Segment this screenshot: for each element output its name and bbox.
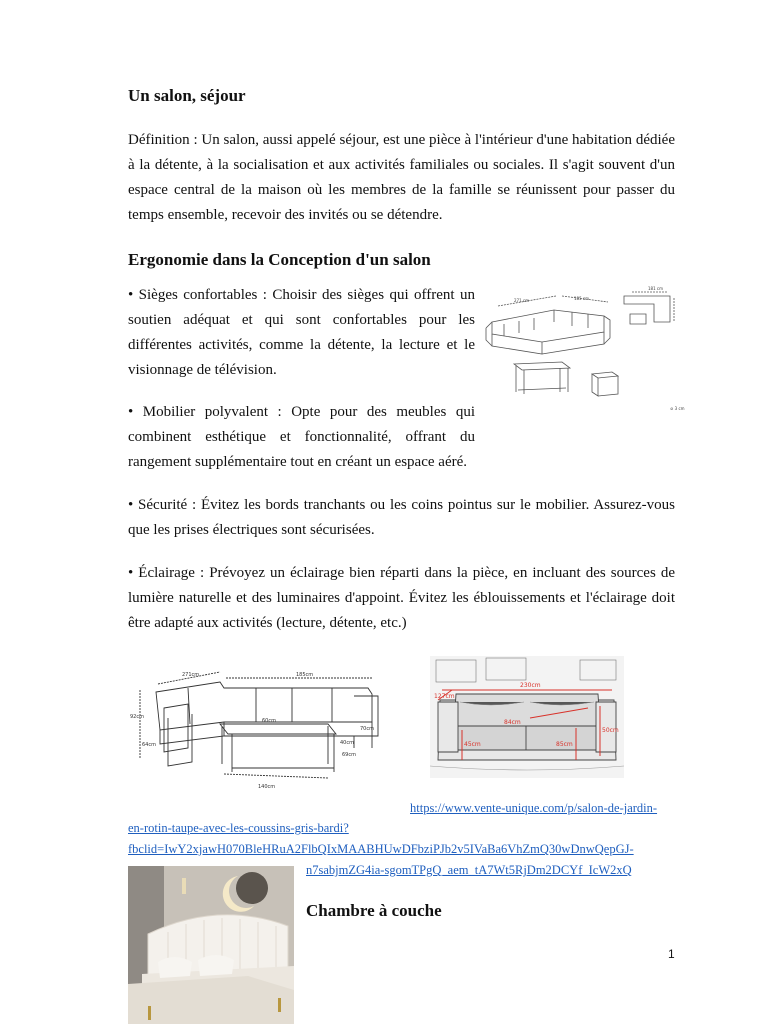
dim-label: 85cm: [556, 741, 573, 748]
sofa-dimension-photo: [430, 656, 624, 778]
dim-label: 70cm: [360, 726, 374, 732]
svg-text:185 cm: 185 cm: [574, 296, 590, 301]
dim-label: 40cm: [340, 740, 354, 746]
definition-paragraph: Définition : Un salon, aussi appelé séjour, est une pièce à l'intérieur d'une habitation dédiée à la détente, à la socialisation et aux activités familiales ou sociales. Il s'agit souvent d'un espace central de la maison où les membres de la famille se réunissent pour passer du temps ensemble, recevoir des invités ou se détendre.: [128, 132, 675, 223]
dim-label: 185cm: [296, 672, 314, 678]
dim-label: 92cm: [130, 714, 144, 720]
dim-label: 50cm: [602, 727, 619, 734]
svg-text:⊘ 3 cm: ⊘ 3 cm: [670, 406, 685, 411]
page-number: 1: [668, 947, 675, 961]
dim-label: 140cm: [258, 784, 276, 790]
source-link-line-1[interactable]: https://www.vente-unique.com/p/salon-de-jardin-: [410, 801, 658, 815]
dim-label: 45cm: [464, 741, 481, 748]
corner-sofa-dimension-drawing: [128, 648, 396, 800]
heading-ergonomie: Ergonomie dans la Conception d'un salon: [128, 250, 431, 269]
bullet-mobilier: • Mobilier polyvalent : Opte pour des meubles qui combinent esthétique et fonctionnalité, offrant du rangement supplémentaire tout en créant un espace aéré.: [128, 404, 475, 470]
dim-label: 64cm: [142, 742, 156, 748]
dim-label: 60cm: [262, 718, 276, 724]
source-link-line-2[interactable]: en-rotin-taupe-avec-les-coussins-gris-bardi?: [128, 821, 349, 835]
dim-label: 230cm: [520, 682, 541, 689]
bullet-sieges: • Sièges confortables : Choisir des sièges qui offrent un soutien adéquat et qui sont confortables pour les différentes activités, comme la détente, la lecture et le visionnage de télévision.: [128, 287, 475, 378]
source-link-line-3[interactable]: fbclid=IwY2xjawH070BleHRuA2FlbQIxMAABHUwDFbziPJb2v5IVaBa6VhZmQ30wDnwQepGJ-: [128, 842, 634, 856]
bedroom-photo: [128, 866, 294, 1024]
sofa-set-technical-drawing: [484, 282, 685, 430]
svg-text:181 cm: 181 cm: [648, 286, 664, 291]
heading-chambre: Chambre à couche: [306, 901, 442, 920]
dim-label: 84cm: [504, 719, 521, 726]
svg-text:271 cm: 271 cm: [514, 298, 530, 303]
dim-label: 127cm: [434, 693, 455, 700]
dim-label: 271cm: [182, 672, 200, 678]
dim-label: 69cm: [342, 752, 356, 758]
bullet-securite: • Sécurité : Évitez les bords tranchants ou les coins pointus sur le mobilier. Assurez-vous que les prises électriques sont sécurisées.: [128, 497, 675, 538]
heading-salon: Un salon, séjour: [128, 86, 246, 105]
source-link-line-4[interactable]: n7sabjmZG4ia-sgomTPgQ_aem_tA7Wt5RjDm2DCYf_IcW2xQ: [306, 863, 632, 877]
bullet-eclairage: • Éclairage : Prévoyez un éclairage bien réparti dans la pièce, en incluant des sources de lumière naturelle et des luminaires d'appoint. Évitez les éblouissements et l'éclairage doit être adapté aux activités (lecture, détente, etc.): [128, 565, 675, 631]
